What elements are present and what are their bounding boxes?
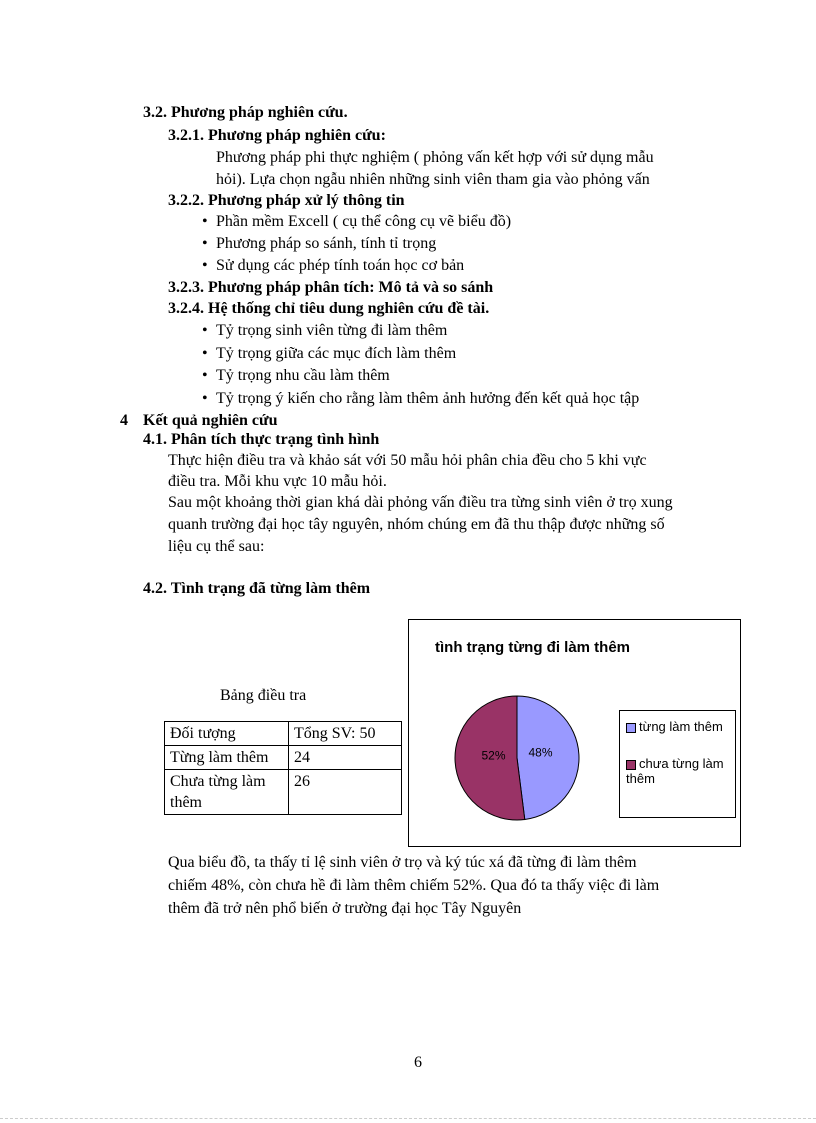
section-4-2-heading: 4.2. Tình trạng đã từng làm thêm [143,580,371,597]
bullet-icon: • [202,345,208,362]
pie-slice-label: 52% [481,748,506,763]
table-caption: Bảng điều tra [220,687,307,704]
section-3-2-2-heading: 3.2.2. Phương pháp xử lý thông tin [168,192,405,209]
section-3-2-1-text-line: Phương pháp phi thực nghiệm ( phỏng vấn kết hợp với sử dụng mẫu [216,149,654,166]
conclusion-line: thêm đã trở nên phổ biến ở trường đại học Tây Nguyên [168,900,522,917]
paragraph-line: quanh trường đại học tây nguyên, nhóm chúng em đã thu thập được những số [168,516,665,533]
conclusion-line: chiếm 48%, còn chưa hề đi làm thêm chiếm 52%. Qua đó ta thấy việc đi làm [168,877,660,894]
list-item: • Phần mềm Excell ( cụ thể công cụ vẽ biểu đồ) [202,213,512,230]
section-4-heading: Kết quả nghiên cứu [143,412,278,429]
legend-swatch [626,760,636,770]
table-row [165,770,402,815]
section-3-2-3-heading: 3.2.3. Phương pháp phân tích: Mô tả và so sánh [168,279,494,296]
page-divider [0,1118,816,1119]
table-cell: 24 [289,746,402,770]
paragraph-line: điều tra. Mỗi khu vực 10 mẫu hỏi. [168,473,387,490]
list-item: • Tỷ trọng nhu cầu làm thêm [202,367,390,384]
section-4-1-heading: 4.1. Phân tích thực trạng tình hình [143,431,380,448]
section-3-2-1-text-line: hỏi). Lựa chọn ngẫu nhiên những sinh viên tham gia vào phỏng vấn [216,171,650,188]
pie-slice-label: 48% [528,745,553,760]
table-header-cell: Tổng SV: 50 [289,722,402,746]
legend-item: chưa từng làm thêm [626,756,724,786]
page-number: 6 [414,1054,422,1071]
conclusion-line: Qua biểu đồ, ta thấy tỉ lệ sinh viên ở trọ và ký túc xá đã từng đi làm thêm [168,854,637,871]
list-item: • Phương pháp so sánh, tính tỉ trọng [202,235,437,252]
bullet-icon: • [202,213,208,230]
pie-chart [408,619,741,847]
table-header-cell: Đối tượng [165,722,289,746]
legend-item: từng làm thêm [626,719,723,734]
paragraph-line: liệu cụ thể sau: [168,538,265,555]
list-item: • Tỷ trọng giữa các mục đích làm thêm [202,345,457,362]
table-row [165,746,402,770]
list-item: • Tỷ trọng sinh viên từng đi làm thêm [202,322,448,339]
paragraph-line: Thực hiện điều tra và khảo sát với 50 mẫu hỏi phân chia đều cho 5 khi vực [168,452,647,469]
list-item: • Sử dụng các phép tính toán học cơ bản [202,257,465,274]
chart-legend [619,710,736,818]
bullet-icon: • [202,390,208,407]
table-cell: 26 [289,770,402,815]
table-cell: Chưa từng làm thêm [165,770,289,815]
bullet-icon: • [202,367,208,384]
section-3-2-4-heading: 3.2.4. Hệ thống chỉ tiêu dung nghiên cứu đề tài. [168,300,490,317]
paragraph-line: Sau một khoảng thời gian khá dài phỏng vấn điều tra từng sinh viên ở trọ xung [168,494,673,511]
survey-table [164,721,402,815]
bullet-icon: • [202,322,208,339]
table-header-row [165,722,402,746]
list-item: • Tỷ trọng ý kiến cho rằng làm thêm ảnh hưởng đến kết quả học tập [202,390,640,407]
section-3-2-1-heading: 3.2.1. Phương pháp nghiên cứu: [168,127,386,144]
section-4-number: 4 [120,412,128,429]
bullet-icon: • [202,235,208,252]
bullet-icon: • [202,257,208,274]
chart-title: tình trạng từng đi làm thêm [435,639,631,656]
table-cell: Từng làm thêm [165,746,289,770]
legend-swatch [626,723,636,733]
section-3-2-heading: 3.2. Phương pháp nghiên cứu. [143,104,348,121]
